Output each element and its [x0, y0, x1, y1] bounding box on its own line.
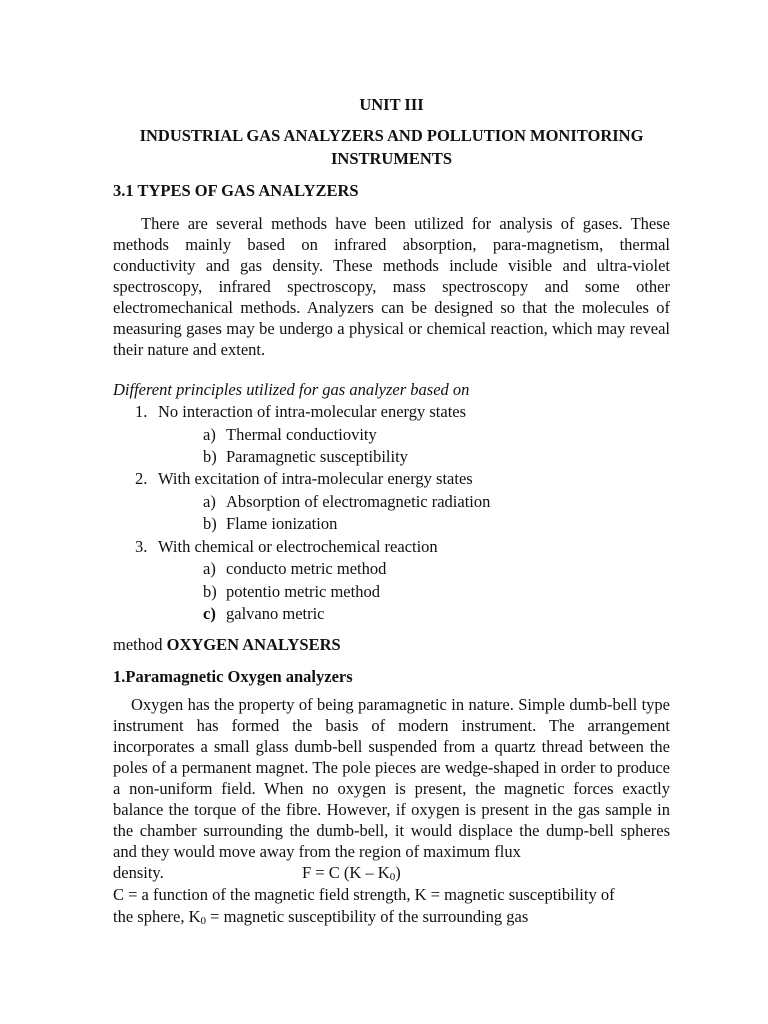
- oxygen-heading-line: [113, 634, 341, 656]
- list-letter: b): [203, 514, 217, 533]
- list-subitem-text: Flame ionization: [226, 514, 338, 533]
- list-number: 1.: [135, 402, 148, 421]
- list-label: No interaction of intra-molecular energy states: [158, 402, 467, 421]
- list-subitem-text: potentio metric method: [226, 582, 380, 601]
- list-letter: b): [203, 582, 217, 601]
- list-item: [135, 536, 438, 558]
- paramagnetic-paragraph: Oxygen has the property of being paramagnetic in nature. Simple dumb-bell type instrument has formed the basis of modern instrument. The arrangement incorporates a small glass dumb-bell suspended from a quartz thread between the poles of a permanent magnet. The pole pieces are wedge-shaped in order to produce a non-uniform field. When no oxygen is present, the magnetic forces exactly balance the torque of the fibre. However, if oxygen is present in the gas sample in the chamber surrounding the dumb-bell, it would displace the dump-bell spheres and they would move away from the region of maximum flux: [113, 695, 670, 861]
- definition-text-a: the sphere, K: [113, 907, 201, 926]
- method-word: method: [113, 635, 163, 654]
- list-item: [135, 468, 473, 490]
- formula-subscript: 0: [389, 871, 396, 883]
- list-subitem-text: Paramagnetic susceptibility: [226, 447, 408, 466]
- list-subitem: [203, 424, 377, 446]
- list-subitem: [203, 581, 380, 603]
- unit-title: UNIT III: [359, 95, 424, 114]
- oxygen-heading: OXYGEN ANALYSERS: [166, 635, 341, 654]
- density-word: density.: [113, 863, 164, 882]
- list-letter: b): [203, 447, 217, 466]
- list-number: 3.: [135, 537, 148, 556]
- list-subitem-text: Thermal conductiovity: [226, 425, 377, 444]
- list-number: 2.: [135, 469, 148, 488]
- definition-line-1: C = a function of the magnetic field strength, K = magnetic susceptibility of: [113, 885, 615, 904]
- list-subitem-text: conducto metric method: [226, 559, 387, 578]
- principles-intro: Different principles utilized for gas analyzer based on: [113, 380, 470, 399]
- list-subitem-text: galvano metric: [226, 604, 325, 623]
- list-letter: a): [203, 425, 216, 444]
- list-subitem: [203, 446, 408, 468]
- list-subitem: [203, 603, 325, 625]
- definition-line-2: [113, 906, 670, 932]
- definition-text-b: = magnetic susceptibility of the surrounding gas: [206, 907, 529, 926]
- list-label: With excitation of intra-molecular energy states: [158, 469, 473, 488]
- list-subitem: [203, 491, 490, 513]
- chapter-title: INDUSTRIAL GAS ANALYZERS AND POLLUTION MONITORING INSTRUMENTS: [139, 126, 644, 168]
- paramagnetic-heading: 1.Paramagnetic Oxygen analyzers: [113, 667, 353, 686]
- list-item: [135, 401, 466, 423]
- formula-close: ): [395, 863, 401, 882]
- list-letter: a): [203, 492, 216, 511]
- list-subitem: [203, 558, 386, 580]
- list-label: With chemical or electrochemical reaction: [158, 537, 438, 556]
- list-letter: c): [203, 604, 216, 623]
- formula-main: F = C (K – K: [302, 863, 390, 882]
- list-letter: a): [203, 559, 216, 578]
- intro-paragraph: There are several methods have been utilized for analysis of gases. These methods mainly based on infrared absorption, para-magnetism, thermal conductivity and gas density. These methods include visible and ultra-violet spectroscopy, infrared spectroscopy, mass spectroscopy and some other electromechanical methods. Analyzers can be designed so that the molecules of measuring gases may be undergo a physical or chemical reaction, which may reveal their nature and extent.: [113, 214, 670, 359]
- definition-subscript: 0: [200, 915, 207, 927]
- section-heading: 3.1 TYPES OF GAS ANALYZERS: [113, 181, 359, 200]
- list-subitem-text: Absorption of electromagnetic radiation: [226, 492, 491, 511]
- list-subitem: [203, 513, 337, 535]
